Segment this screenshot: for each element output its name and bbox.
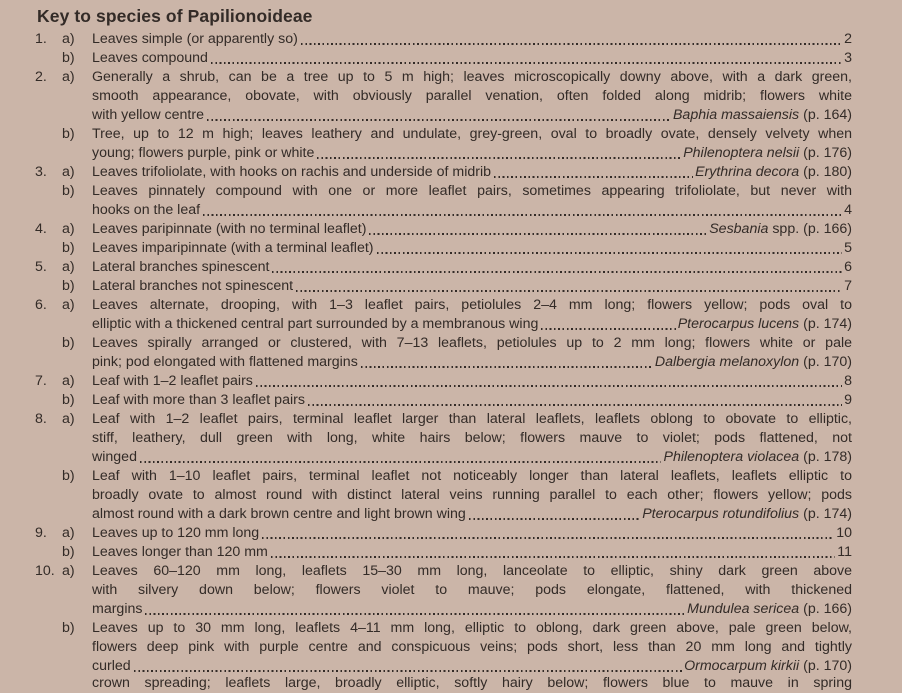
entry-lead-line bbox=[92, 201, 852, 220]
species-name: Dalbergia melanoxylon bbox=[654, 354, 800, 370]
target-reference: 3 bbox=[844, 50, 852, 66]
entry-target bbox=[655, 353, 852, 372]
entry-number: 7. bbox=[35, 373, 47, 389]
entry-number: 4. bbox=[35, 221, 47, 237]
target-reference: 2 bbox=[844, 31, 852, 47]
entry-wrapped-line: Leaves pinnately compound with one or more leaflet pairs, sometimes appearing trifoliolate, but never with bbox=[92, 183, 852, 199]
entry-target bbox=[695, 163, 852, 182]
entry-text bbox=[92, 182, 852, 220]
entry-letter: b) bbox=[62, 544, 75, 560]
key-entry bbox=[35, 543, 852, 562]
key-entry bbox=[35, 334, 852, 372]
entry-lead-text: Lateral branches not spinescent bbox=[92, 278, 294, 294]
entry-wrapped-line: stiff, leathery, dull green with long, white hairs below; flowers mauve to violet; pods flattened, not bbox=[92, 430, 852, 446]
key-entry bbox=[35, 49, 852, 68]
dot-leader bbox=[211, 62, 842, 64]
species-name: Ormocarpum kirkii bbox=[684, 658, 800, 674]
entry-lead-text: Leaves up to 120 mm long bbox=[92, 525, 260, 541]
dot-leader bbox=[317, 157, 681, 159]
dot-leader bbox=[134, 670, 682, 672]
entry-lead-line bbox=[92, 448, 852, 467]
key-entry bbox=[35, 619, 852, 676]
entry-lead-line bbox=[92, 372, 852, 391]
key-entry bbox=[35, 372, 852, 391]
entry-text bbox=[92, 277, 852, 296]
entry-target bbox=[837, 543, 852, 562]
entry-letter: a) bbox=[62, 411, 75, 427]
entry-wrapped-line: broadly ovate to almost round with distinct lateral veins running parallel to each other; flowers yellow; pods bbox=[92, 487, 852, 503]
entry-letter: b) bbox=[62, 468, 75, 484]
entry-text bbox=[92, 220, 852, 239]
entry-letter: a) bbox=[62, 373, 75, 389]
entry-number: 6. bbox=[35, 297, 47, 313]
species-name: Pterocarpus lucens bbox=[677, 316, 800, 332]
entry-wrapped-line: Tree, up to 12 m high; leaves leathery and undulate, grey-green, oval to broadly ovate, densely velvety when bbox=[92, 126, 852, 142]
entry-letter: b) bbox=[62, 278, 75, 294]
entry-wrapped-line: Leaf with 1–10 leaflet pairs, terminal leaflet not noticeably longer than lateral leaflets, leaflets elliptic to bbox=[92, 468, 852, 484]
key-entry bbox=[35, 125, 852, 163]
entry-target bbox=[642, 505, 852, 524]
entry-lead-line bbox=[92, 30, 852, 49]
target-reference: 6 bbox=[844, 259, 852, 275]
entry-number: 3. bbox=[35, 164, 47, 180]
target-reference: 8 bbox=[844, 373, 852, 389]
key-entries bbox=[35, 30, 852, 676]
entry-text bbox=[92, 296, 852, 334]
entry-lead-text: Leaf with more than 3 leaflet pairs bbox=[92, 392, 305, 408]
entry-lead-line bbox=[92, 220, 852, 239]
key-entry bbox=[35, 391, 852, 410]
entry-lead-text: Leaf with 1–2 leaflet pairs bbox=[92, 373, 253, 389]
key-entry bbox=[35, 562, 852, 619]
entry-wrapped-line: flowers deep pink with purple centre and conspicuous veins; pods short, less than 20 mm long and tightly bbox=[92, 639, 852, 655]
target-reference: (p. 166) bbox=[799, 601, 852, 617]
entry-text bbox=[92, 239, 852, 258]
key-entry bbox=[35, 467, 852, 524]
key-entry bbox=[35, 182, 852, 220]
entry-wrapped-line: with silvery down below; flowers violet to mauve; pods elongate, flattened, with thickened bbox=[92, 582, 852, 598]
dot-leader bbox=[469, 518, 640, 520]
entry-lead-text: margins bbox=[92, 601, 143, 617]
entry-target bbox=[663, 448, 852, 467]
entry-target bbox=[673, 106, 852, 125]
dot-leader bbox=[308, 404, 842, 406]
key-entry bbox=[35, 296, 852, 334]
entry-target bbox=[844, 391, 852, 410]
entry-letter: b) bbox=[62, 620, 75, 636]
entry-text bbox=[92, 372, 852, 391]
target-reference: 10 bbox=[836, 525, 852, 541]
entry-letter: b) bbox=[62, 50, 75, 66]
entry-lead-line bbox=[92, 277, 852, 296]
target-reference: (p. 178) bbox=[799, 449, 852, 465]
truncated-entry bbox=[35, 674, 852, 693]
dot-leader bbox=[494, 176, 693, 178]
target-reference: (p. 170) bbox=[799, 354, 852, 370]
entry-number: 8. bbox=[35, 411, 47, 427]
page-title: Key to species of Papilionoideae bbox=[37, 6, 313, 26]
entry-letter: b) bbox=[62, 335, 75, 351]
entry-lead-text: Leaves simple (or apparently so) bbox=[92, 31, 298, 47]
entry-lead-text: winged bbox=[92, 449, 137, 465]
entry-lead-text: with yellow centre bbox=[92, 107, 204, 123]
entry-lead-text: Leaves longer than 120 mm bbox=[92, 544, 268, 560]
dot-leader bbox=[369, 233, 707, 235]
entry-lead-text: almost round with a dark brown centre and light brown wing bbox=[92, 506, 466, 522]
entry-number: 10. bbox=[35, 563, 55, 579]
species-name: Erythrina decora bbox=[695, 164, 800, 180]
entry-letter: a) bbox=[62, 221, 75, 237]
dot-leader bbox=[207, 119, 671, 121]
entry-lead-text: curled bbox=[92, 658, 131, 674]
entry-letter: a) bbox=[62, 69, 75, 85]
entry-lead-text: elliptic with a thickened central part surrounded by a membranous wing bbox=[92, 316, 539, 332]
entry-letter: a) bbox=[62, 525, 75, 541]
entry-lead-text: Leaves compound bbox=[92, 50, 208, 66]
entry-number: 2. bbox=[35, 69, 47, 85]
truncated-bottom-line bbox=[35, 674, 852, 691]
entry-letter: b) bbox=[62, 126, 75, 142]
species-name: Philenoptera violacea bbox=[663, 449, 800, 465]
entry-lead-line bbox=[92, 391, 852, 410]
entry-target bbox=[687, 600, 852, 619]
key-entry bbox=[35, 163, 852, 182]
species-name: Sesbania bbox=[709, 221, 769, 237]
entry-lead-text: Leaves imparipinnate (with a terminal leaflet) bbox=[92, 240, 374, 256]
entry-lead-line bbox=[92, 543, 852, 562]
entry-lead-line bbox=[92, 144, 852, 163]
dot-leader bbox=[301, 43, 842, 45]
entry-target bbox=[844, 201, 852, 220]
entry-lead-text: Leaves trifoliolate, with hooks on rachis and underside of midrib bbox=[92, 164, 492, 180]
target-reference: 4 bbox=[844, 202, 852, 218]
key-entry bbox=[35, 220, 852, 239]
truncated-entry-text: crown spreading; leaflets large, broadly elliptic, softly hairy below; flowers blue to mauve in spring bbox=[92, 675, 852, 691]
entry-lead-line bbox=[92, 353, 852, 372]
entry-lead-line bbox=[92, 49, 852, 68]
entry-lead-line bbox=[92, 239, 852, 258]
dot-leader bbox=[145, 613, 685, 615]
entry-text bbox=[92, 163, 852, 182]
entry-lead-line bbox=[92, 505, 852, 524]
dot-leader bbox=[272, 271, 842, 273]
target-reference: (p. 174) bbox=[799, 506, 852, 522]
species-name: Pterocarpus rotundifolius bbox=[642, 506, 800, 522]
dot-leader bbox=[361, 366, 653, 368]
dot-leader bbox=[271, 556, 835, 558]
entry-wrapped-line: smooth appearance, obovate, with obviously parallel venation, often folded along midrib; flowers white bbox=[92, 88, 852, 104]
entry-number: 9. bbox=[35, 525, 47, 541]
dot-leader bbox=[140, 461, 662, 463]
species-name: Philenoptera nelsii bbox=[683, 145, 800, 161]
entry-text bbox=[92, 467, 852, 524]
entry-text bbox=[92, 410, 852, 467]
species-name: Baphia massaiensis bbox=[672, 107, 800, 123]
entry-target bbox=[836, 524, 852, 543]
target-reference: (p. 174) bbox=[799, 316, 852, 332]
entry-lead-line bbox=[92, 258, 852, 277]
entry-target bbox=[844, 277, 852, 296]
entry-lead-line bbox=[92, 524, 852, 543]
entry-letter: b) bbox=[62, 392, 75, 408]
key-entry bbox=[35, 68, 852, 125]
entry-text bbox=[92, 125, 852, 163]
species-name: Mundulea sericea bbox=[687, 601, 800, 617]
target-reference: 5 bbox=[844, 240, 852, 256]
dot-leader bbox=[296, 290, 842, 292]
target-reference: (p. 180) bbox=[799, 164, 852, 180]
key-entry bbox=[35, 524, 852, 543]
dot-leader bbox=[262, 537, 834, 539]
entry-target bbox=[709, 220, 852, 239]
entry-text bbox=[92, 524, 852, 543]
entry-target bbox=[844, 258, 852, 277]
entry-wrapped-line: Leaves up to 30 mm long, leaflets 4–11 mm long, elliptic to oblong, dark green above, pale green below, bbox=[92, 620, 852, 636]
entry-lead-line bbox=[92, 106, 852, 125]
entry-letter: a) bbox=[62, 31, 75, 47]
target-reference: 7 bbox=[844, 278, 852, 294]
entry-lead-text: pink; pod elongated with flattened margins bbox=[92, 354, 358, 370]
dot-leader bbox=[203, 214, 842, 216]
entry-wrapped-line: Leaves alternate, drooping, with 1–3 leaflet pairs, petiolules 2–4 mm long; flowers yellow; pods oval to bbox=[92, 297, 852, 313]
entry-target bbox=[844, 30, 852, 49]
entry-wrapped-line: Leaves spirally arranged or clustered, with 7–13 leaflets, petiolules up to 2 mm long; flowers white or pale bbox=[92, 335, 852, 351]
entry-wrapped-line: Generally a shrub, can be a tree up to 5 m high; leaves microscopically downy above, with a dark green, bbox=[92, 69, 852, 85]
entry-wrapped-line: Leaf with 1–2 leaflet pairs, terminal leaflet larger than lateral leaflets, leaflets oblong to obovate to elliptic, bbox=[92, 411, 852, 427]
entry-letter: a) bbox=[62, 563, 75, 579]
key-entry bbox=[35, 30, 852, 49]
entry-text bbox=[92, 30, 852, 49]
entry-target bbox=[678, 315, 852, 334]
entry-letter: b) bbox=[62, 183, 75, 199]
entry-text bbox=[92, 68, 852, 125]
target-reference: (p. 164) bbox=[799, 107, 852, 123]
entry-target bbox=[844, 239, 852, 258]
target-reference: (p. 170) bbox=[799, 658, 852, 674]
entry-target bbox=[683, 144, 852, 163]
entry-lead-text: young; flowers purple, pink or white bbox=[92, 145, 315, 161]
entry-letter: a) bbox=[62, 164, 75, 180]
entry-text bbox=[92, 334, 852, 372]
entry-letter: b) bbox=[62, 240, 75, 256]
entry-lead-text: hooks on the leaf bbox=[92, 202, 201, 218]
dot-leader bbox=[377, 252, 843, 254]
entry-number: 5. bbox=[35, 259, 47, 275]
key-entry bbox=[35, 239, 852, 258]
key-entry bbox=[35, 277, 852, 296]
target-reference: (p. 176) bbox=[799, 145, 852, 161]
entry-text bbox=[92, 391, 852, 410]
key-entry bbox=[35, 410, 852, 467]
entry-wrapped-line: Leaves 60–120 mm long, leaflets 15–30 mm long, lanceolate to elliptic, shiny dark green above bbox=[92, 563, 852, 579]
entry-number: 1. bbox=[35, 31, 47, 47]
entry-lead-line bbox=[92, 163, 852, 182]
entry-lead-line bbox=[92, 600, 852, 619]
entry-text bbox=[92, 543, 852, 562]
target-reference: 9 bbox=[844, 392, 852, 408]
dot-leader bbox=[541, 328, 675, 330]
entry-text bbox=[92, 49, 852, 68]
entry-lead-line bbox=[92, 315, 852, 334]
entry-target bbox=[844, 372, 852, 391]
entry-lead-text: Lateral branches spinescent bbox=[92, 259, 270, 275]
target-reference: 11 bbox=[837, 544, 852, 560]
entry-text bbox=[92, 619, 852, 676]
entry-text bbox=[92, 562, 852, 619]
dot-leader bbox=[256, 385, 842, 387]
entry-letter: a) bbox=[62, 259, 75, 275]
entry-target bbox=[844, 49, 852, 68]
entry-text bbox=[92, 258, 852, 277]
target-reference: spp. (p. 166) bbox=[768, 221, 852, 237]
entry-lead-text: Leaves paripinnate (with no terminal leaflet) bbox=[92, 221, 367, 237]
key-entry bbox=[35, 258, 852, 277]
entry-letter: a) bbox=[62, 297, 75, 313]
